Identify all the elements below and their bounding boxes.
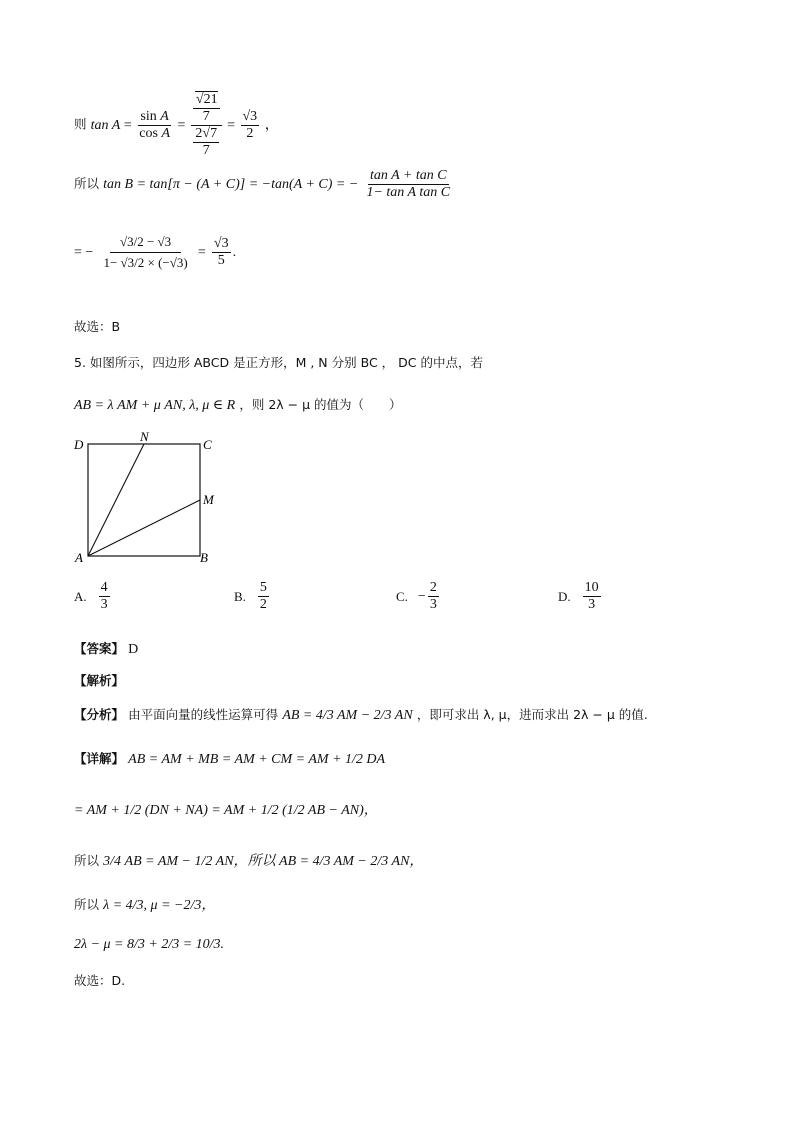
tan-b-frac-den: 1− tan A tan C <box>366 185 451 200</box>
xiangjie-tag: 【详解】 <box>74 751 125 766</box>
step4-prefix: 所以 <box>74 897 100 912</box>
step2: = AM + 1/2 (DN + NA) = AM + 1/2 (1/2 AB − AN)， <box>74 803 378 818</box>
tan-a-num-den: 7 <box>202 109 210 124</box>
answer-tag: 【答案】 <box>74 641 125 656</box>
xiangjie-line <box>74 750 385 769</box>
tan-b-line <box>74 168 454 201</box>
label-d: D <box>74 437 84 452</box>
option-d[interactable] <box>558 580 603 613</box>
option-c-sign: − <box>417 588 426 604</box>
label-c: C <box>203 437 212 452</box>
step1: AB = AM + MB = AM + CM = AM + 1/2 DA <box>128 752 386 767</box>
option-a-den: 3 <box>100 597 108 612</box>
fenxi-text-a: 由平面向量的线性运算可得 <box>128 707 279 722</box>
line3-result-den: 5 <box>217 253 225 268</box>
tan-b-expr: tan B = tan[π − (A + C)] = −tan(A + C) = − <box>103 177 359 192</box>
line3-den: 1− √3/2 × (−√3) <box>103 255 188 270</box>
square-abcd <box>88 444 200 556</box>
step5-line <box>74 936 224 954</box>
option-b-num: 5 <box>259 580 267 595</box>
label-b: B <box>200 550 208 565</box>
option-b-den: 2 <box>259 597 267 612</box>
answer-line <box>74 640 138 659</box>
tan-b-value-line: = − $\frac{√3/2 - √3}{1- √3/2 \times (-√3)}$ = $\frac{√3}{5}$ . <box>74 232 236 273</box>
fenxi-math: AB = 4/3 AM − 2/3 AN <box>282 708 413 723</box>
step5: 2λ − μ = 8/3 + 2/3 = 10/3. <box>74 937 225 952</box>
option-d-label: D. <box>558 588 571 604</box>
step3-line <box>74 852 423 871</box>
option-d-den: 3 <box>588 597 596 612</box>
tan-a-line: 则 tan A = $\frac{\text{sin A}}{\text{cos A}}$ = $\frac{\frac{√21}{7}}{\frac{2√7}{7}}$ = $\frac{√3}{2}$ ， <box>74 92 279 158</box>
tan-a-den: 2√7 <box>195 126 218 141</box>
option-a-label: A. <box>74 588 87 604</box>
line3-num: √3/2 − √3 <box>110 232 181 253</box>
tan-a-prefix: 则 <box>74 116 87 132</box>
tan-a-num: √21 <box>195 92 218 107</box>
fenxi-tag: 【分析】 <box>74 707 125 722</box>
answer-value: D <box>128 642 139 657</box>
label-n: N <box>140 429 149 444</box>
option-b-label: B. <box>234 588 246 604</box>
question-tail: ，则 2λ − μ 的值为（ ） <box>239 397 402 412</box>
step3-prefix: 所以 <box>74 853 100 868</box>
tan-a-result-num: √3 <box>242 109 258 124</box>
option-c-num: 2 <box>429 580 437 595</box>
tan-a-tail: ， <box>264 117 279 133</box>
fenxi-line <box>74 706 648 725</box>
label-a: A <box>75 550 83 565</box>
option-a[interactable] <box>74 580 112 613</box>
tan-b-frac-num: tan A + tan C <box>369 168 447 183</box>
question-text-line1: 5. 如图所示，四边形 ABCD 是正方形，M , N 分别 BC ， DC 的中点，若 <box>74 355 483 370</box>
fenxi-text-b: ，即可求出 λ, μ，进而求出 2λ − μ 的值. <box>416 707 648 722</box>
step4-line <box>74 896 215 915</box>
line3-lead: = − <box>74 245 94 260</box>
step2-line <box>74 802 378 820</box>
step3: 3/4 AB = AM − 1/2 AN，所以 AB = 4/3 AM − 2/3 AN， <box>103 854 424 869</box>
line3-result-num: √3 <box>213 236 229 251</box>
question-text-line2 <box>74 396 402 415</box>
option-d-num: 10 <box>584 580 599 595</box>
segment-an <box>88 444 144 556</box>
top-answer-line: 故选：B <box>74 319 121 334</box>
analysis-tag: 【解析】 <box>74 673 125 688</box>
option-c-den: 3 <box>429 597 437 612</box>
option-a-num: 4 <box>100 580 108 595</box>
segment-am <box>88 500 200 556</box>
tan-b-prefix: 所以 <box>74 176 100 191</box>
tan-a-result-den: 2 <box>246 126 254 141</box>
label-m: M <box>203 492 214 507</box>
option-b[interactable] <box>234 580 271 613</box>
step4: λ = 4/3, μ = −2/3， <box>103 898 216 913</box>
option-c[interactable] <box>396 580 441 613</box>
conclusion-line: 故选：D. <box>74 973 126 988</box>
question-vector-eq: AB = λ AM + μ AN, λ, μ ∈ R <box>74 398 236 413</box>
square-figure <box>70 428 230 568</box>
option-c-label: C. <box>396 588 408 604</box>
tan-a-den-den: 7 <box>202 143 210 158</box>
